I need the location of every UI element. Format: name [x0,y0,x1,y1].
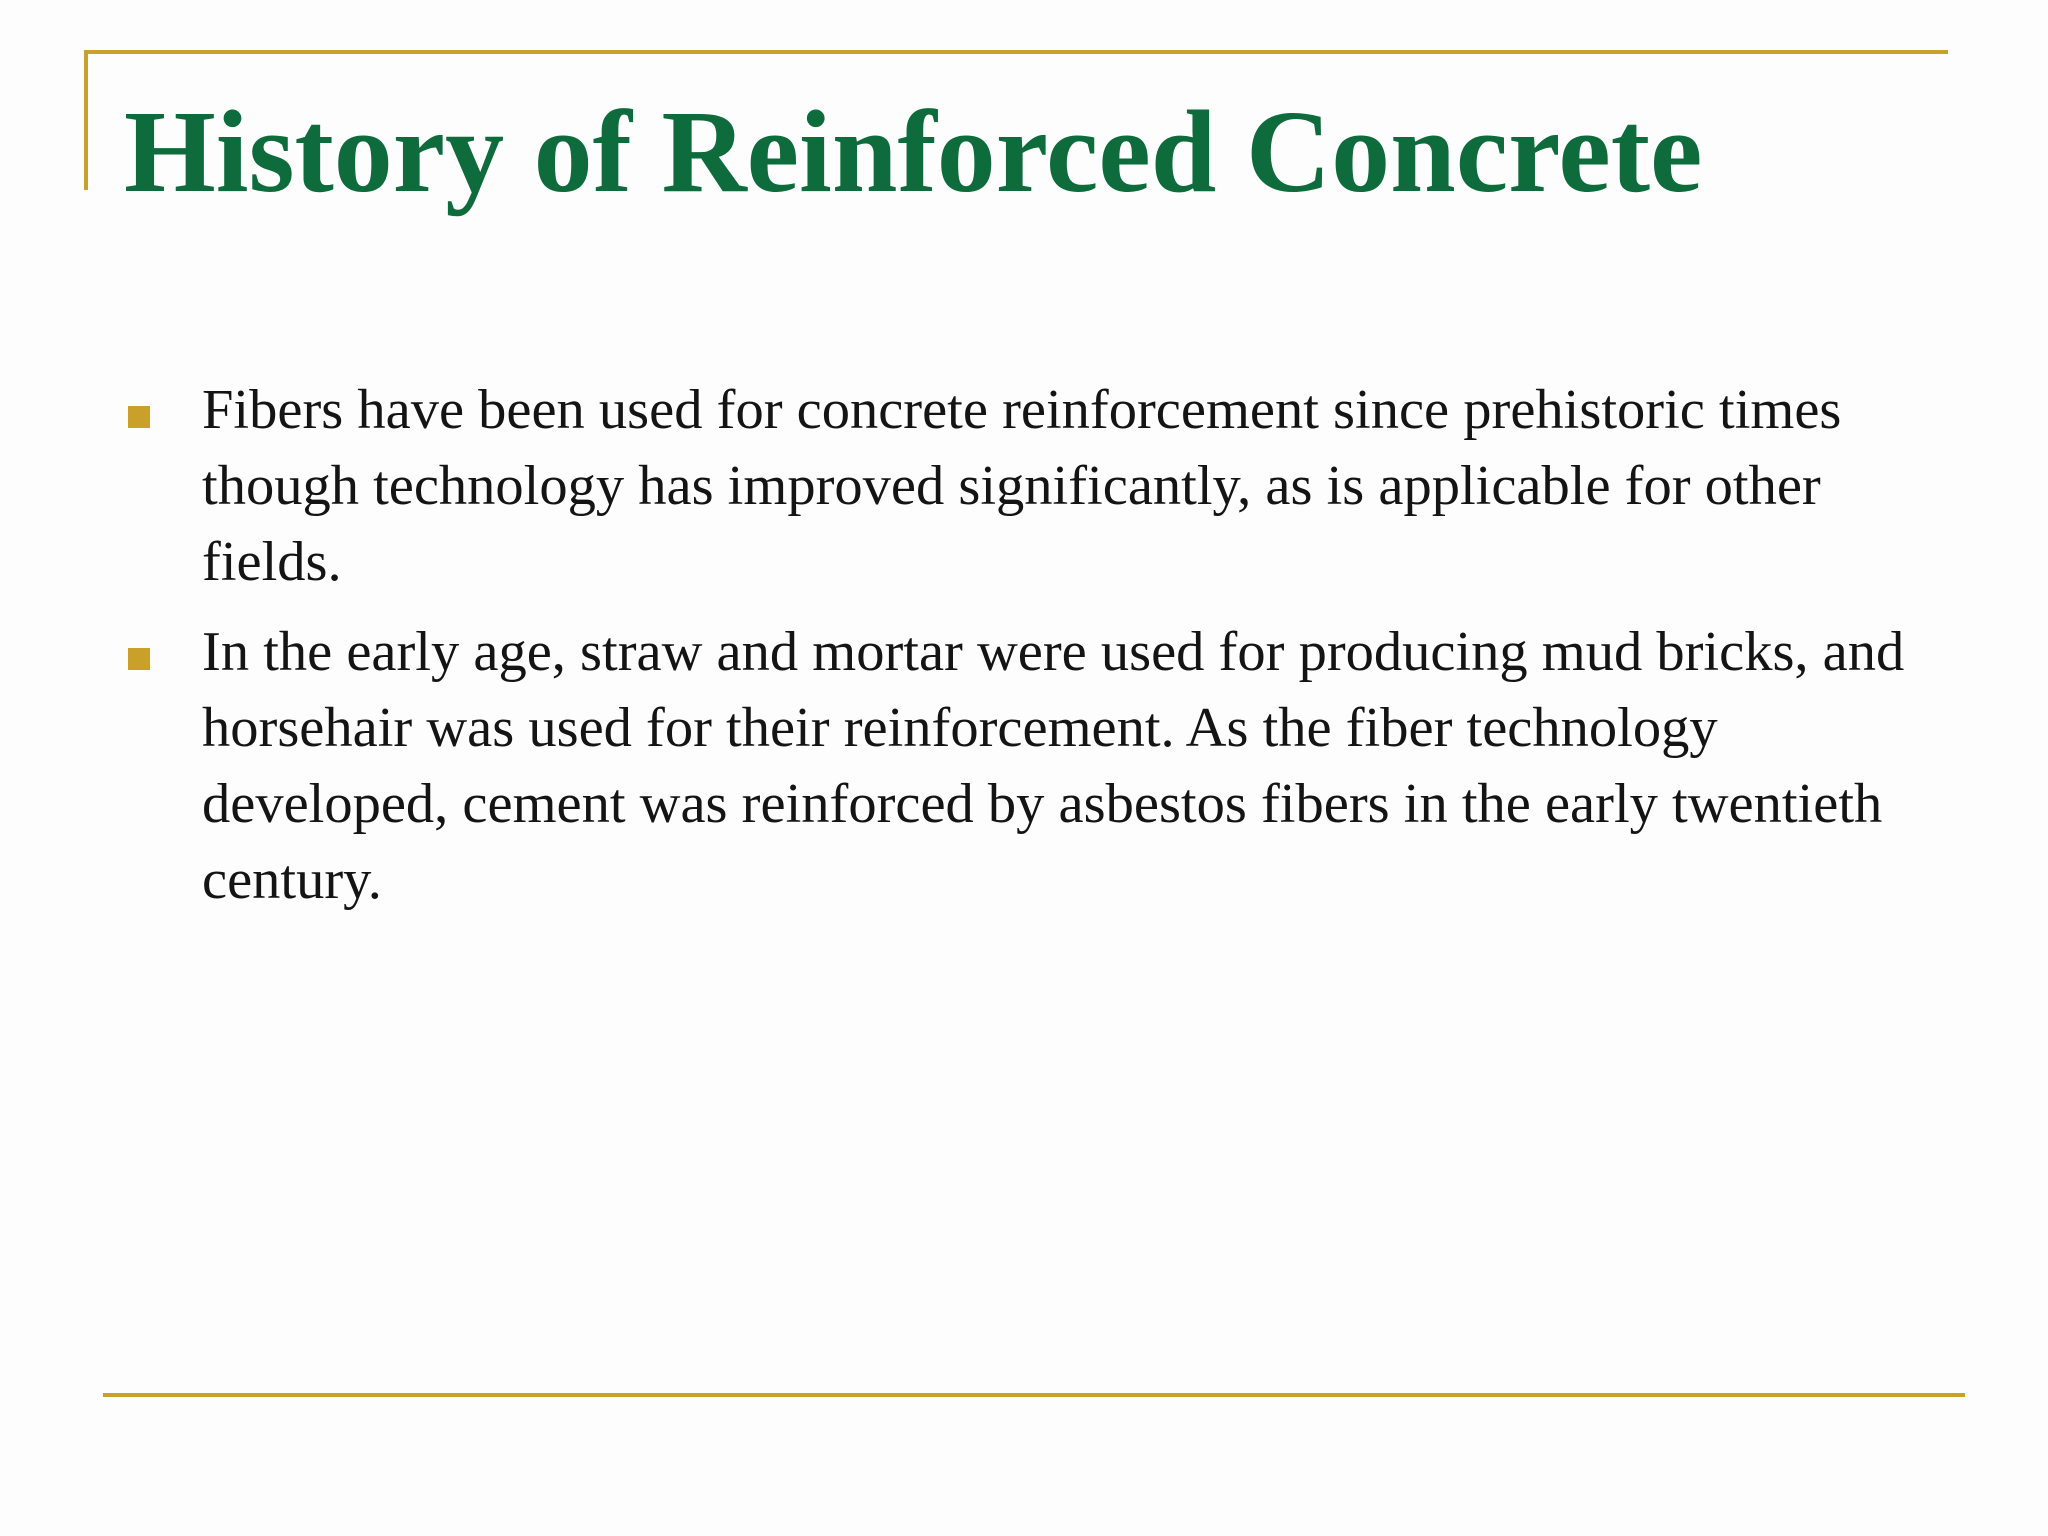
bullet-list [124,372,1944,932]
left-border-line [84,50,88,190]
bullet-item [124,614,1944,918]
bottom-border-line [103,1393,1965,1397]
bullet-text: Fibers have been used for concrete reinforcement since prehistoric times though technology has improved significantly, as is applicable for other fields. [202,379,1842,593]
square-bullet-icon [128,648,150,670]
bullet-text: In the early age, straw and mortar were used for producing mud bricks, and horsehair was used for their reinforcement. As the fiber technology developed, cement was reinforced by asbestos fibers in the early twentieth century. [202,621,1905,911]
square-bullet-icon [128,406,150,428]
slide-title: History of Reinforced Concrete [124,86,1703,217]
top-border-line [84,50,1948,54]
bullet-item [124,372,1944,600]
